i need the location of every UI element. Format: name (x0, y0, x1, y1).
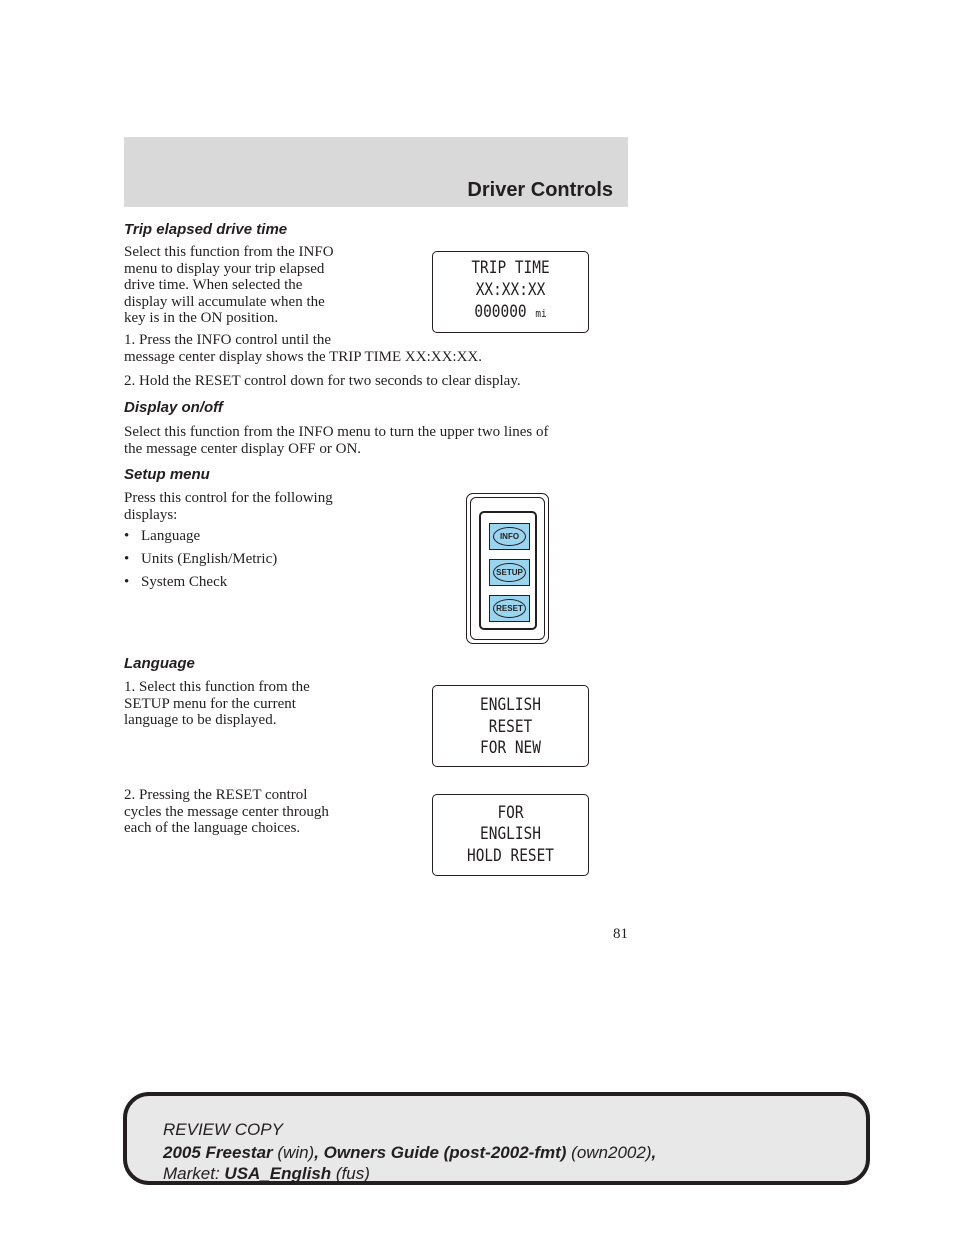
market-line (163, 1164, 370, 1184)
display-onoff-line: Select this function from the INFO menu to turn the upper two lines of (124, 424, 549, 440)
bullet-text: System Check (141, 574, 228, 590)
info-button-label: INFO (493, 527, 526, 546)
display-onoff-line: the message center display OFF or ON. (124, 440, 362, 457)
market-value: USA_English (224, 1164, 332, 1183)
setup-button-label: SETUP (493, 563, 526, 582)
reset-button[interactable] (489, 595, 530, 622)
lcd-line: HOLD RESET (466, 846, 554, 866)
trip-step-2: 2. Hold the RESET control down for two seconds to clear display. (124, 373, 521, 389)
trip-intro-line: menu to display your trip elapsed (124, 260, 325, 277)
vehicle-code: (win) (277, 1143, 315, 1162)
lcd-line: FOR (497, 803, 524, 823)
trip-step-1-line: message center display shows the TRIP TIME XX:XX:XX. (124, 348, 483, 365)
odometer-unit: mi (535, 307, 547, 320)
guide-code: (own2002) (571, 1143, 652, 1162)
trip-step-1 (124, 332, 482, 365)
lcd-line: ENGLISH (480, 695, 541, 715)
lcd-line (445, 302, 577, 322)
bullet-text: Language (141, 528, 201, 544)
trip-intro (124, 244, 334, 327)
language-heading: Language (124, 655, 195, 672)
market-code: (fus) (335, 1164, 370, 1183)
language-step-1 (124, 679, 310, 729)
review-copy-label: REVIEW COPY (163, 1120, 283, 1139)
setup-heading: Setup menu (124, 466, 210, 483)
lcd-line: ENGLISH (480, 824, 541, 844)
publication-line (163, 1143, 656, 1163)
setup-intro (124, 490, 333, 523)
lcd-line: TRIP TIME (471, 258, 550, 278)
lcd-line: XX:XX:XX (475, 280, 546, 300)
bullet-dot: • (124, 574, 130, 590)
trip-intro-line: drive time. When selected the (124, 277, 303, 293)
bullet-dot: • (124, 551, 130, 567)
control-panel-face (479, 511, 537, 630)
header-band (124, 137, 628, 207)
trip-intro-line: display will accumulate when the (124, 293, 325, 310)
setup-intro-line: displays: (124, 506, 178, 523)
language-step-2-line: 2. Pressing the RESET control (124, 787, 308, 803)
odometer-value: 000000 (474, 302, 527, 322)
bullet-dot: • (124, 528, 130, 544)
language-display-1 (432, 685, 589, 767)
lcd-line: RESET (488, 717, 533, 737)
setup-bullet (124, 528, 200, 545)
setup-intro-line: Press this control for the following (124, 490, 333, 506)
message-center-controls (466, 493, 549, 644)
section-title: Driver Controls (467, 179, 613, 201)
language-step-2 (124, 787, 329, 837)
guide-title: , Owners Guide (post-2002-fmt) (314, 1143, 567, 1162)
trip-intro-line: key is in the ON position. (124, 310, 279, 326)
setup-bullet (124, 551, 277, 568)
language-display-2 (432, 794, 589, 876)
display-onoff-heading: Display on/off (124, 399, 223, 416)
language-step-1-line: SETUP menu for the current (124, 695, 296, 712)
trip-intro-line: Select this function from the INFO (124, 244, 334, 260)
separator-comma: , (651, 1143, 657, 1162)
trip-time-display (432, 251, 589, 333)
setup-button[interactable] (489, 559, 530, 586)
language-step-2-line: cycles the message center through (124, 803, 329, 820)
language-step-1-line: language to be displayed. (124, 712, 277, 728)
info-button[interactable] (489, 523, 530, 550)
setup-bullet (124, 574, 227, 591)
vehicle-model: 2005 Freestar (163, 1143, 273, 1162)
lcd-line: FOR NEW (480, 738, 541, 758)
review-copy-box (123, 1092, 870, 1185)
language-step-1-line: 1. Select this function from the (124, 679, 310, 695)
page-number: 81 (613, 926, 628, 942)
trip-heading: Trip elapsed drive time (124, 221, 288, 238)
reset-button-label: RESET (493, 599, 526, 618)
language-step-2-line: each of the language choices. (124, 820, 301, 836)
market-label: Market: (163, 1164, 220, 1183)
trip-step-1-line: 1. Press the INFO control until the (124, 332, 332, 348)
bullet-text: Units (English/Metric) (141, 551, 278, 567)
display-onoff-text (124, 424, 549, 457)
